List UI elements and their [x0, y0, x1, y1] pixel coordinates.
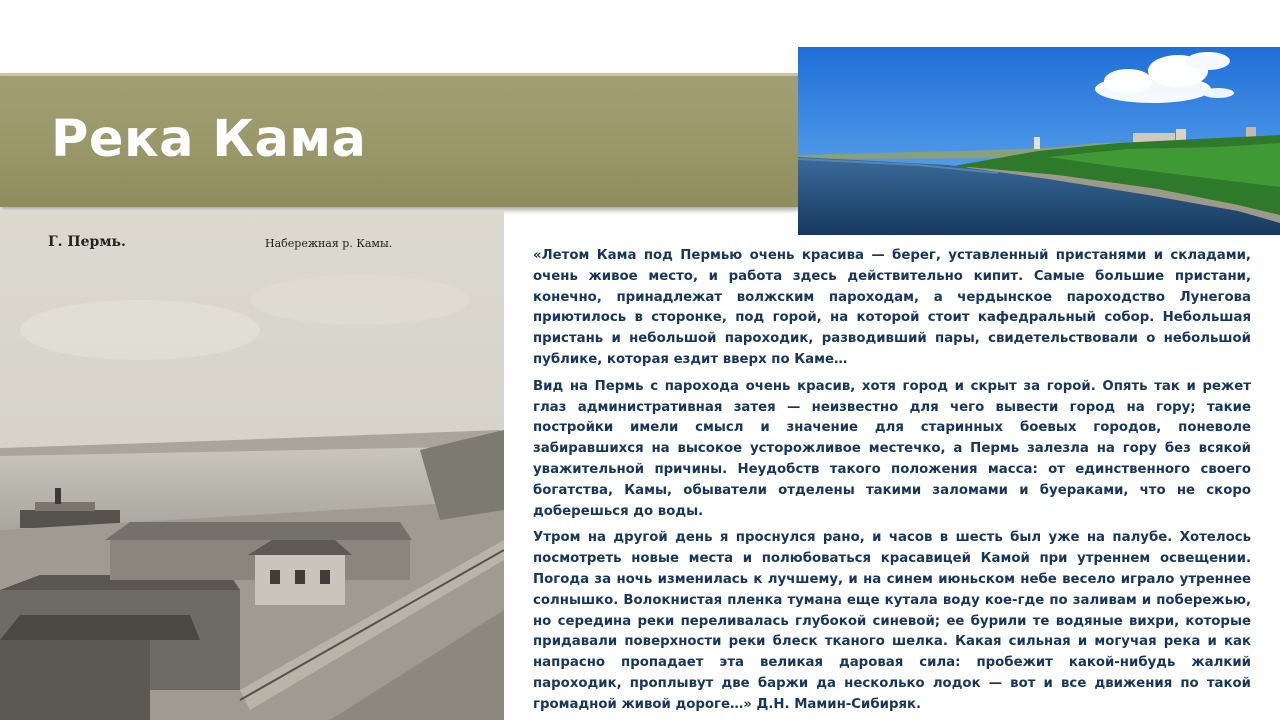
slide-title: Река Кама [51, 110, 367, 169]
quote-text-block [533, 246, 1251, 722]
postcard-caption-city: Г. Пермь. [48, 234, 126, 250]
kama-river-photo [798, 47, 1280, 235]
old-perm-postcard [0, 210, 504, 720]
postcard-caption-place: Набережная р. Камы. [265, 237, 393, 250]
paragraph-2: Вид на Пермь с парохода очень красив, хотя город и скрыт за горой. Опять так и режет глаз административная затея — неизвестно для чего вывести город на гору; такие постройки имели смысл и значение для старинных боевых городов, поневоле забиравшихся на высокое усторожливое местечко, а Пермь залезла на гору без всякой уважительной причины. Неудобств такого положения масса: от единственного своего богатства, Камы, обыватели отделены такими заломами и буераками, что не скоро доберешься до воды. [533, 378, 1251, 519]
paragraph-3: Утром на другой день я проснулся рано, и часов в шесть был уже на палубе. Хотелось посмотреть новые места и полюбоваться красавицей Камой при утреннем освещении. Погода за ночь изменилась к лучшему, и на синем июньском небе весело играло утреннее солнышко. Волокнистая пленка тумана еще кутала воду кое-где по заливам и побережью, но середина реки переливалась глубокой синевой; ее бурили те водяные вихри, которые придавали поверхности реки блеск тканого шелка. Какая сильная и могучая река и как напрасно пропадает эта великая даровая сила: пробежит какой-нибудь жалкий пароходик, проплывут две баржи да несколько лодок — вот и все движения по такой громадной живой дороге…» Д.Н. Мамин-Сибиряк. [533, 530, 1251, 712]
paragraph-1: «Летом Кама под Пермью очень красива — берег, уставленный пристанями и складами, очень живое место, и работа здесь действительно кипит. Самые большие пристани, конечно, принадлежат волжским пароходам, а чердынское пароходство Лунегова приютилось в сторонке, под горой, на которой стоит кафедральный собор. Небольшая пристань и небольшой пароходик, разводивший пары, свидетельствовали о небольшой публике, которая ездит вверх по Каме… [533, 248, 1251, 367]
